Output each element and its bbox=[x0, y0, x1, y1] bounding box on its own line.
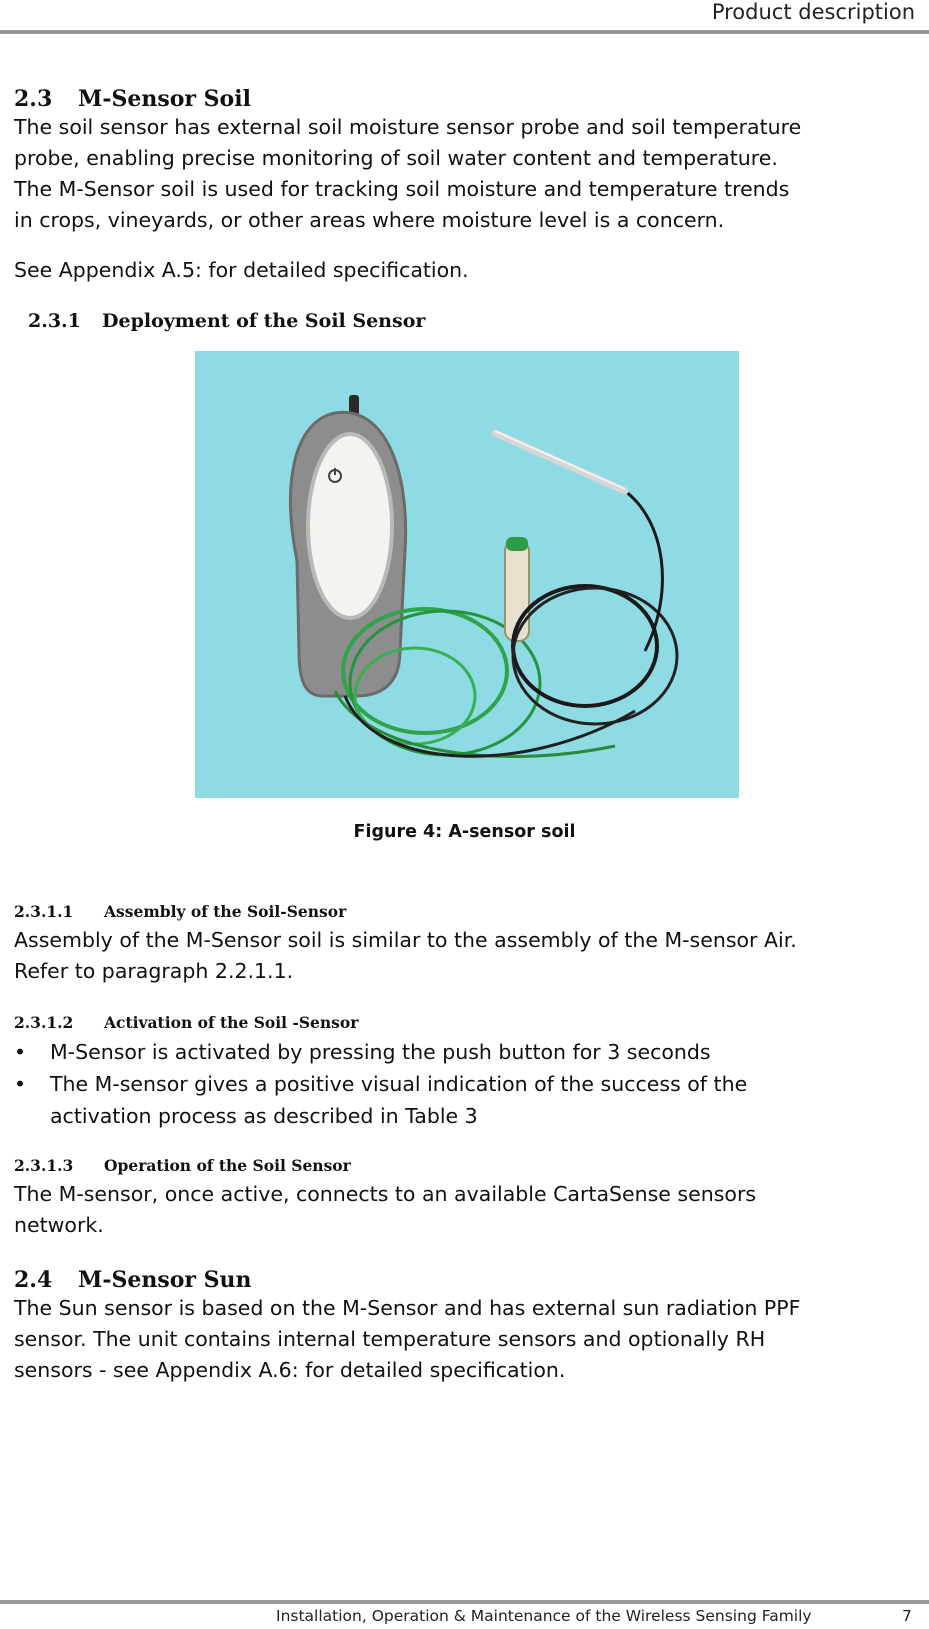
text-line: probe, enabling precise monitoring of soil water content and temperature. bbox=[14, 146, 778, 170]
bullet-icon: • bbox=[14, 1072, 27, 1096]
section-number: 2.3.1.3 bbox=[14, 1156, 74, 1175]
text-line: sensor. The unit contains internal temperature sensors and optionally RH bbox=[14, 1327, 766, 1351]
paragraph-operation bbox=[14, 1179, 914, 1241]
section-number: 2.4 bbox=[14, 1267, 53, 1293]
bullet-item bbox=[14, 1036, 894, 1068]
section-number: 2.3 bbox=[14, 86, 53, 112]
text-line: The Sun sensor is based on the M-Sensor and has external sun radiation PPF bbox=[14, 1296, 801, 1320]
section-heading-2-4 bbox=[14, 1267, 252, 1293]
text-line: See Appendix A.5: for detailed specification. bbox=[14, 258, 469, 282]
figure-sensor-photo bbox=[195, 351, 739, 798]
section-title: M-Sensor Soil bbox=[78, 86, 251, 112]
header-rule bbox=[0, 30, 929, 34]
text-line: M-Sensor is activated by pressing the push button for 3 seconds bbox=[50, 1040, 711, 1064]
footer-title: Installation, Operation & Maintenance of the Wireless Sensing Family bbox=[276, 1607, 812, 1625]
text-line: The M-sensor gives a positive visual indication of the success of the bbox=[50, 1072, 748, 1096]
section-number: 2.3.1.2 bbox=[14, 1013, 74, 1032]
section-heading-2-3 bbox=[14, 86, 251, 112]
paragraph-sun-sensor bbox=[14, 1293, 914, 1386]
section-title: Deployment of the Soil Sensor bbox=[102, 310, 426, 332]
text-line: activation process as described in Table 3 bbox=[50, 1104, 478, 1128]
running-header: Product description bbox=[711, 0, 915, 24]
page-number: 7 bbox=[902, 1607, 912, 1625]
footer-rule bbox=[0, 1600, 929, 1604]
text-line: The soil sensor has external soil moisture sensor probe and soil temperature bbox=[14, 115, 802, 139]
section-heading-2-3-1-1 bbox=[14, 902, 346, 921]
section-title: M-Sensor Sun bbox=[78, 1267, 252, 1293]
sensor-photo bbox=[195, 351, 739, 798]
section-number: 2.3.1.1 bbox=[14, 902, 74, 921]
text-line: sensors - see Appendix A.6: for detailed specification. bbox=[14, 1358, 566, 1382]
section-heading-2-3-1-2 bbox=[14, 1013, 358, 1032]
text-line: Refer to paragraph 2.2.1.1. bbox=[14, 959, 294, 983]
section-heading-2-3-1 bbox=[28, 310, 425, 332]
paragraph-assembly bbox=[14, 925, 914, 987]
section-title: Assembly of the Soil-Sensor bbox=[104, 902, 347, 921]
text-line: network. bbox=[14, 1213, 104, 1237]
bullet-icon: • bbox=[14, 1040, 27, 1064]
text-line: Assembly of the M-Sensor soil is similar to the assembly of the M-sensor Air. bbox=[14, 928, 797, 952]
paragraph-soil-intro bbox=[14, 112, 914, 236]
text-line: The M-sensor, once active, connects to an available CartaSense sensors bbox=[14, 1182, 757, 1206]
section-heading-2-3-1-3 bbox=[14, 1156, 351, 1175]
text-line: The M-Sensor soil is used for tracking soil moisture and temperature trends bbox=[14, 177, 790, 201]
bullet-item bbox=[14, 1068, 894, 1132]
text-line: in crops, vineyards, or other areas where moisture level is a concern. bbox=[14, 208, 725, 232]
section-title: Activation of the Soil -Sensor bbox=[104, 1013, 359, 1032]
paragraph-see-appendix bbox=[14, 255, 914, 286]
figure-caption: Figure 4: A-sensor soil bbox=[353, 822, 576, 842]
section-number: 2.3.1 bbox=[28, 310, 81, 332]
section-title: Operation of the Soil Sensor bbox=[104, 1156, 351, 1175]
